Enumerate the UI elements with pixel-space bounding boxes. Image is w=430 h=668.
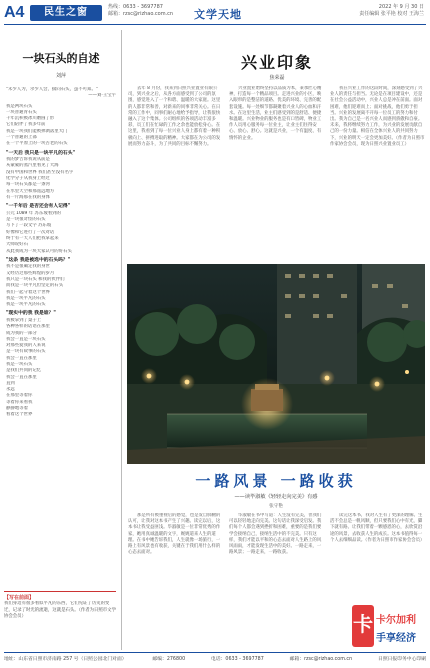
email-text: 邮箱：rzsc@rizhao.com.cn	[108, 11, 174, 17]
poem-line: 是一块有故事的石头	[6, 349, 46, 355]
note-box	[4, 591, 116, 654]
main-article-author: 焦荣磊	[269, 75, 285, 81]
column-divider	[121, 30, 122, 650]
poem-section-head: "这条 我是被选中的石头吗？"	[6, 257, 71, 263]
main-text-col-1	[128, 86, 222, 258]
feature-text-col-1	[128, 513, 222, 649]
footer-rule	[4, 652, 426, 653]
feature-paragraph-3: 读完这本书，我对人生有了更深的理解。生活不会总是一帆风顺，但只要我们心中有光，脚下就有路。让我们带着一颗感恩的心，去欣赏沿途的风景，去收获人生的成长。这本书值得每一个人去细细品读。（作者为日照市作家协会会员）	[330, 513, 425, 543]
poem-line: 在水里天空和那遥远地方	[6, 188, 55, 194]
header-date-editor	[359, 4, 424, 18]
promo-line-2: 手享经济	[376, 633, 416, 644]
poem-line: 我只是一块石头 和我的伙伴们	[6, 276, 65, 282]
poem-line: 千年沉积被冰川磨圆了形	[6, 116, 55, 122]
poem-line: 直到	[6, 380, 15, 386]
poem-line: 又经历过那些辉煌的岁月	[6, 270, 55, 276]
epigraph-line: "未少人为，尔少人会，揣向石头，虽不可知。"	[6, 87, 98, 92]
poem-line: 我是一块石头	[6, 361, 33, 367]
poem-line: 我是一块平凡的石头	[6, 302, 46, 308]
page-header	[0, 0, 430, 34]
poem-line: 等着你来看我	[6, 399, 33, 405]
footer-zip: 邮编：276800	[152, 657, 186, 662]
promo-line-1: 卡尔加利	[376, 615, 416, 626]
poem-line: 是我们共同的记忆	[6, 368, 42, 374]
poem-line: 静静地等着	[6, 406, 28, 412]
poem-line: 在那里等着你	[6, 393, 33, 399]
poem-section-head: "一千年后 是否还会有人记得"	[6, 204, 71, 210]
section-title: 文学天地	[194, 8, 242, 21]
poem-epigraph	[6, 87, 116, 100]
footer-email: 邮箱：rzsc@rizhao.com.cn	[289, 657, 353, 662]
poem-line: 写下了一段文字 苏东坡	[6, 223, 52, 229]
feature-title: 一路风景 一路收获	[195, 472, 357, 490]
poem-section-head: "现实中的我 我是谁？"	[6, 311, 56, 317]
promo-graphic	[348, 601, 426, 651]
poem-line: 每一块石头都是一条河	[6, 182, 50, 188]
poem-line: 好像和它进行了一次对话	[6, 229, 55, 235]
poem-line: 是一块很奇怪的石头	[6, 217, 46, 223]
poem-line: 一个普通的上部	[6, 135, 37, 141]
feature-subtitle: ——读毕淑敏《轻轻走向完美》有感	[234, 494, 318, 500]
editor-credit: 责任编辑 张平艳 校对 王海兰	[359, 11, 424, 17]
courtyard-illustration	[127, 264, 425, 464]
feature-text-col-3	[330, 513, 425, 599]
main-article-title: 兴业印象	[240, 53, 313, 72]
poem-line: 看着这个世界	[6, 412, 33, 418]
page-footer	[4, 654, 426, 666]
poem-line: 永远	[6, 387, 15, 393]
poem-line: 各种各样的话语在那里	[6, 324, 50, 330]
poem-line: 我会一直在那里	[6, 374, 37, 380]
poem-line: 我是两块石头	[6, 103, 33, 109]
poem-section-head: "一天后 我只是一块平凡的石头"	[6, 150, 76, 156]
poem-line: 我的梦告诉我说从前是	[6, 157, 50, 163]
poem-line: 公元 1089 年 苏东坡看到的	[6, 210, 61, 216]
poem-line: 在一个平原上的一块古老的石头	[6, 141, 68, 147]
poem-line: 我们一起守着这个世界	[6, 289, 50, 295]
note-title: 【写在前面】	[4, 595, 35, 601]
poem-line: 我是一块平凡的石头	[6, 295, 46, 301]
poem-line: 我是一块我们能被掉剥落里大门	[6, 128, 68, 134]
poem-line: 终于有一天人们把我拿起来	[6, 235, 59, 241]
poem-line: 我被拿到了桌子上	[6, 317, 42, 323]
poem-author: 刘萍	[55, 73, 66, 79]
poem-line: 灰蒙蒙的蒸汽里看见了大海	[6, 163, 59, 169]
hotline-text: 热线：0633 - 3697787	[108, 4, 163, 10]
page-number: A4	[4, 4, 25, 21]
logo-text: 民生之窗	[44, 7, 88, 18]
main-text-col-2	[229, 86, 323, 258]
feature-author: 张守艳	[269, 504, 283, 509]
issue-date: 2022 年 9 月 30 日	[378, 4, 424, 10]
poem-line: 大师说好石	[6, 242, 28, 248]
poem-line: 而我是一块平凡但坚定的石头	[6, 283, 64, 289]
poem-line: 我会一直在那里	[6, 355, 37, 361]
poem-line: 有一片海那在我的身体	[6, 194, 50, 200]
newspaper-logo	[30, 5, 102, 21]
header-rule	[4, 24, 426, 25]
note-text: 我们身边有很多看似平凡的东西，它们见证了历史的变迁，记录了时光的流逝，这就是石头。（作者为日照市文学协会会员）	[4, 601, 116, 620]
header-contact	[108, 4, 173, 18]
main-paragraph-1: 去年 8 月份，我来到日照兴业置业有限公司，到兴业之后，从各方面感受到了公司的氛围，感觉进入了一个和谐、温暖的大家庭。这里的人都非常和善，对新来的同事非常关心。在日常的工作中，同事们耐心地给予指导，让我很快融入了这个集体。公司组织的各项活动丰富多彩，员工们在忙碌的工作之余也能放松身心。在这里，我看到了每一位兴业人身上都有着一种积极向上、拼搏进取的精神。大家都在为公司的发展而努力奋斗，为了共同的目标不懈努力。	[128, 86, 221, 147]
left-column-article	[6, 34, 116, 419]
promo-badge	[348, 601, 426, 651]
poem-line: 它们陪伴了我多年前	[6, 122, 46, 128]
poem-line: 一块普通青石头	[6, 109, 37, 115]
poem-line: 从此我成为一块大家认可的好石头	[6, 248, 72, 254]
feature-text-col-2	[229, 513, 323, 649]
poem-line: 我会一直是一块石头	[6, 336, 46, 342]
epigraph-attribution: ——刘·王宝宇	[88, 93, 116, 99]
main-paragraph-2: 兴业置业始终坚持以品质为本，秉承匠心精神，打造每一个精品项目。走进兴业的小区，映入眼帘的是整洁的道路、优美的环境、完善的配套设施。每一处细节都凝聚着兴业人的心血和汗水。在这里生活，业主们感受到的是舒适、便捷和温暖。兴业物业的服务也是有口皆碑，物业工作人员用心服务每一位业主，让业主们住得安心、放心、舒心。这就是兴业，一个有温度、有情怀的企业。	[229, 86, 322, 141]
feature-paragraph-2: 毕淑敏在书中写道：人生没有完美，但我们可以轻轻地走向完美。这句话让我深受启发。我们每个人都会遇到挫折和困难，重要的是我们要学会接纳自己，接纳生活中的不完美。只有这样，我们才能以平和的心态去面对人生路上的风风雨雨，才能发现生活中的美好。一路走来，一路风景；一路走来，一路收获。	[229, 513, 322, 556]
poem-line: 我不是很确定我的身世	[6, 264, 50, 270]
feature-paragraph-1: 那是所有被重视后的感觉，也是发自肺腑的认可，让我对这本书产生了兴趣。读完以后，这本书让我受益匪浅。毕淑敏是一位非常优秀的作家，她用真诚温暖的文字，娓娓道来人生的道理。在书中她告诉我们，人生就像一场旅行，一路上有风景也有收获，关键在于我们用什么样的心态去面对。	[128, 513, 221, 556]
svg-text:卡: 卡	[353, 612, 373, 636]
poem-line: 成为我的一部分	[6, 330, 37, 336]
poem-line: 化学分子从我身上经过	[6, 176, 50, 182]
main-text-col-3	[330, 86, 425, 258]
footer-phone: 电话：0633 - 3697787	[211, 657, 264, 662]
footer-print: 日照日报印务中心印刷	[378, 657, 426, 662]
footer-address: 地址：山东省日照市济南路 257 号（日照公园北门对面）	[4, 657, 127, 662]
building-left	[277, 264, 357, 384]
poem-body	[6, 104, 116, 419]
poem-line: 对那些爱我的人来说	[6, 343, 46, 349]
night-courtyard-photo	[127, 264, 425, 464]
main-paragraph-3: 我在兴业工作的这段时间，深刻感受到了兴业人的责任与担当。无论是在项目建设中，还是在社会公益活动中，兴业人总是冲在前面。面对困难，他们迎难而上；面对挑战，他们勇于担当。兴业的发展离不开每一位员工的努力和付出。我为自己是一名兴业人而感到骄傲和自豪。未来，我将继续努力工作，为兴业的发展贡献自己的一份力量。相信在全体兴业人的共同努力下，兴业的明天一定会更加美好。（作者为日照市作家协会会员，现为日照兴业置业员工）	[330, 86, 425, 147]
poem-line: 没有中国和世界 我们甚至没有名字	[6, 169, 74, 175]
poem-title: 一块石头的自述	[22, 52, 100, 65]
fountain-sculpture	[251, 389, 283, 411]
